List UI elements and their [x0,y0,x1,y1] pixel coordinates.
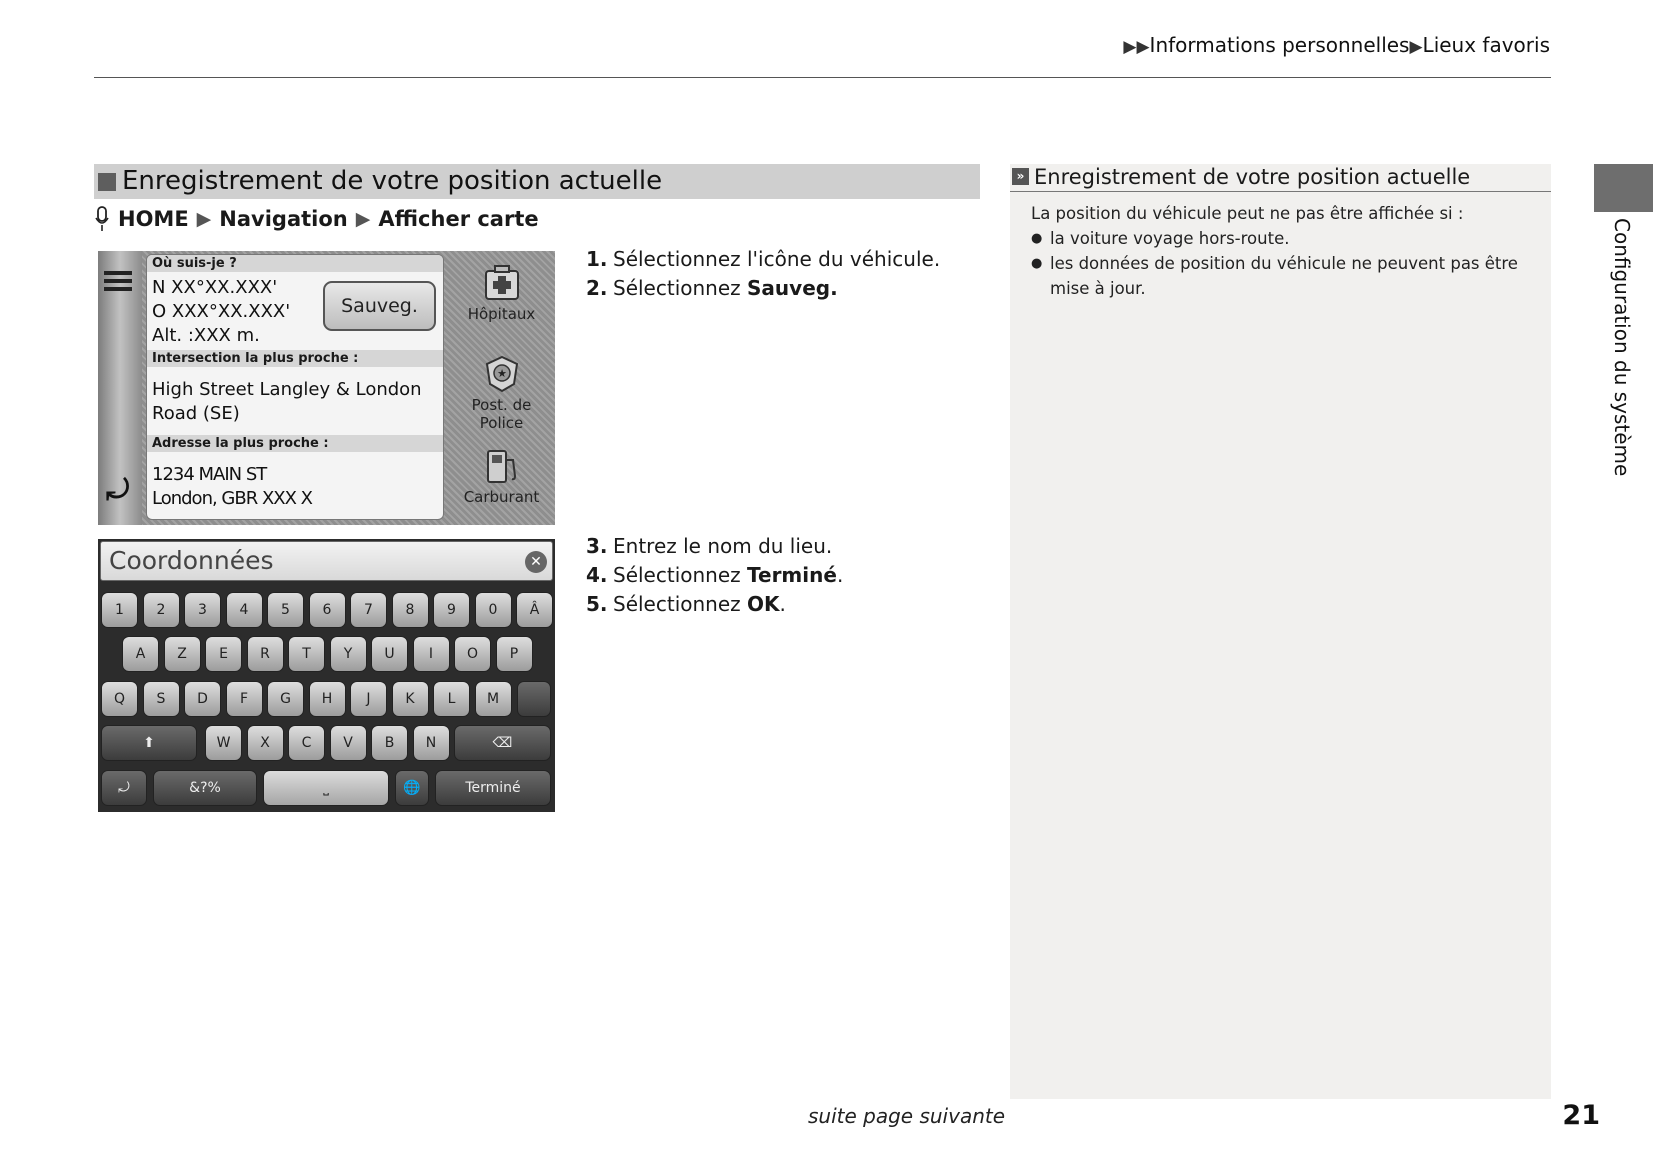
key-Q[interactable]: Q [101,681,138,717]
page-number: 21 [1562,1100,1600,1131]
note-box [1010,164,1551,1099]
latitude: N XX°XX.XXX' [152,277,278,298]
intersection-label: Intersection la plus proche : [147,350,443,367]
longitude: O XXX°XX.XXX' [152,301,291,322]
key-0[interactable]: 0 [475,592,512,628]
key-6[interactable]: 6 [309,592,346,628]
name-input[interactable] [100,541,553,581]
key-L[interactable]: L [433,681,470,717]
keyboard-screen [98,539,555,812]
step-1: 1. Sélectionnez l'icône du véhicule. [586,247,941,271]
where-am-i-screen [98,251,555,525]
key-blank[interactable] [517,681,551,717]
back-icon[interactable]: ⤾ [106,473,130,506]
breadcrumb: ▶▶Informations personnelles▶Lieux favoris [1123,33,1550,57]
altitude: Alt. :XXX m. [152,325,260,346]
svg-text:★: ★ [496,367,507,380]
fuel-pump-icon [482,446,522,486]
route-home: HOME [118,207,189,231]
address-line2: London, GBR XXX X [152,488,312,509]
key-Â[interactable]: Â [516,592,553,628]
key-B[interactable]: B [371,725,408,761]
key-W[interactable]: W [205,725,242,761]
key-O[interactable]: O [454,636,491,672]
menu-icon[interactable] [104,271,132,295]
route-map: Afficher carte [378,207,539,231]
language-key[interactable]: 🌐 [395,770,429,806]
header-divider [94,77,1551,78]
note-intro: La position du véhicule peut ne pas être affichée si : [1031,204,1464,223]
key-N[interactable]: N [413,725,450,761]
poi-police-label: Post. de Police [471,396,532,432]
key-Z[interactable]: Z [164,636,201,672]
steps-group-1 [586,245,940,303]
address-label: Adresse la plus proche : [147,435,443,452]
key-K[interactable]: K [392,681,429,717]
section-title-text: Enregistrement de votre position actuelle [122,166,663,196]
poi-fuel-label: Carburant [463,488,540,506]
back-key[interactable]: ⤾ [101,770,147,806]
section-title [94,164,980,199]
key-C[interactable]: C [288,725,325,761]
save-button[interactable]: Sauveg. [323,281,436,331]
location-panel [146,254,444,520]
hospital-icon [482,263,522,303]
chapter-tab [1594,164,1653,212]
step-5: 5. Sélectionnez OK. [586,592,786,616]
name-input-value: Coordonnées [109,546,274,575]
key-X[interactable]: X [247,725,284,761]
key-3[interactable]: 3 [184,592,221,628]
poi-fuel[interactable] [448,446,555,506]
key-4[interactable]: 4 [226,592,263,628]
key-9[interactable]: 9 [433,592,470,628]
key-D[interactable]: D [184,681,221,717]
screen-sidebar [98,251,142,525]
poi-police[interactable] [448,354,555,432]
key-2[interactable]: 2 [143,592,180,628]
address-line1: 1234 MAIN ST [152,464,267,485]
intersection-line1: High Street Langley & London [152,379,422,400]
note-bullet: ● les données de position du véhicule ne peuvent pas être mise à jour. [1031,251,1531,301]
chapter-label [1594,218,1653,518]
key-1[interactable]: 1 [101,592,138,628]
note-bullet: ● la voiture voyage hors-route. [1031,226,1531,251]
step-4: 4. Sélectionnez Terminé. [586,563,844,587]
key-V[interactable]: V [330,725,367,761]
key-5[interactable]: 5 [267,592,304,628]
key-T[interactable]: T [288,636,325,672]
poi-hospitals-label: Hôpitaux [467,305,536,323]
route-arrow-icon: ▶ [196,208,212,230]
clear-input-icon[interactable]: ✕ [525,551,547,573]
key-U[interactable]: U [371,636,408,672]
done-key[interactable]: Terminé [435,770,551,806]
symbols-key[interactable]: &?% [153,770,257,806]
route-navigation: Navigation [219,207,348,231]
note-title [1010,164,1551,192]
space-key[interactable]: ⎵ [263,770,389,806]
key-Y[interactable]: Y [330,636,367,672]
key-I[interactable]: I [413,636,450,672]
key-J[interactable]: J [350,681,387,717]
shift-key[interactable]: ⬆ [101,725,197,761]
key-R[interactable]: R [247,636,284,672]
steps-group-2 [586,532,843,619]
breadcrumb-part2: Lieux favoris [1422,33,1550,57]
key-F[interactable]: F [226,681,263,717]
key-8[interactable]: 8 [392,592,429,628]
where-label: Où suis-je ? [147,255,443,272]
key-P[interactable]: P [496,636,533,672]
backspace-key[interactable]: ⌫ [454,725,551,761]
key-A[interactable]: A [122,636,159,672]
section-square-icon [98,173,116,191]
route-path [94,206,539,232]
key-S[interactable]: S [143,681,180,717]
poi-hospitals[interactable] [448,263,555,323]
step-3: 3. Entrez le nom du lieu. [586,534,833,558]
note-body [1031,201,1531,301]
key-E[interactable]: E [205,636,242,672]
police-badge-icon [482,354,522,394]
breadcrumb-part1: Informations personnelles [1149,33,1410,57]
chapter-label-text: Configuration du système [1610,218,1634,477]
key-M[interactable]: M [475,681,512,717]
intersection-line2: Road (SE) [152,403,240,424]
key-G[interactable]: G [267,681,304,717]
voice-command-icon [94,206,110,232]
key-7[interactable]: 7 [350,592,387,628]
route-arrow-icon: ▶ [355,208,371,230]
step-2: 2. Sélectionnez Sauveg. [586,276,838,300]
continued-note: suite page suivante [808,1104,1006,1128]
note-title-text: Enregistrement de votre position actuelle [1034,165,1471,189]
note-icon: » [1012,168,1029,185]
key-H[interactable]: H [309,681,346,717]
